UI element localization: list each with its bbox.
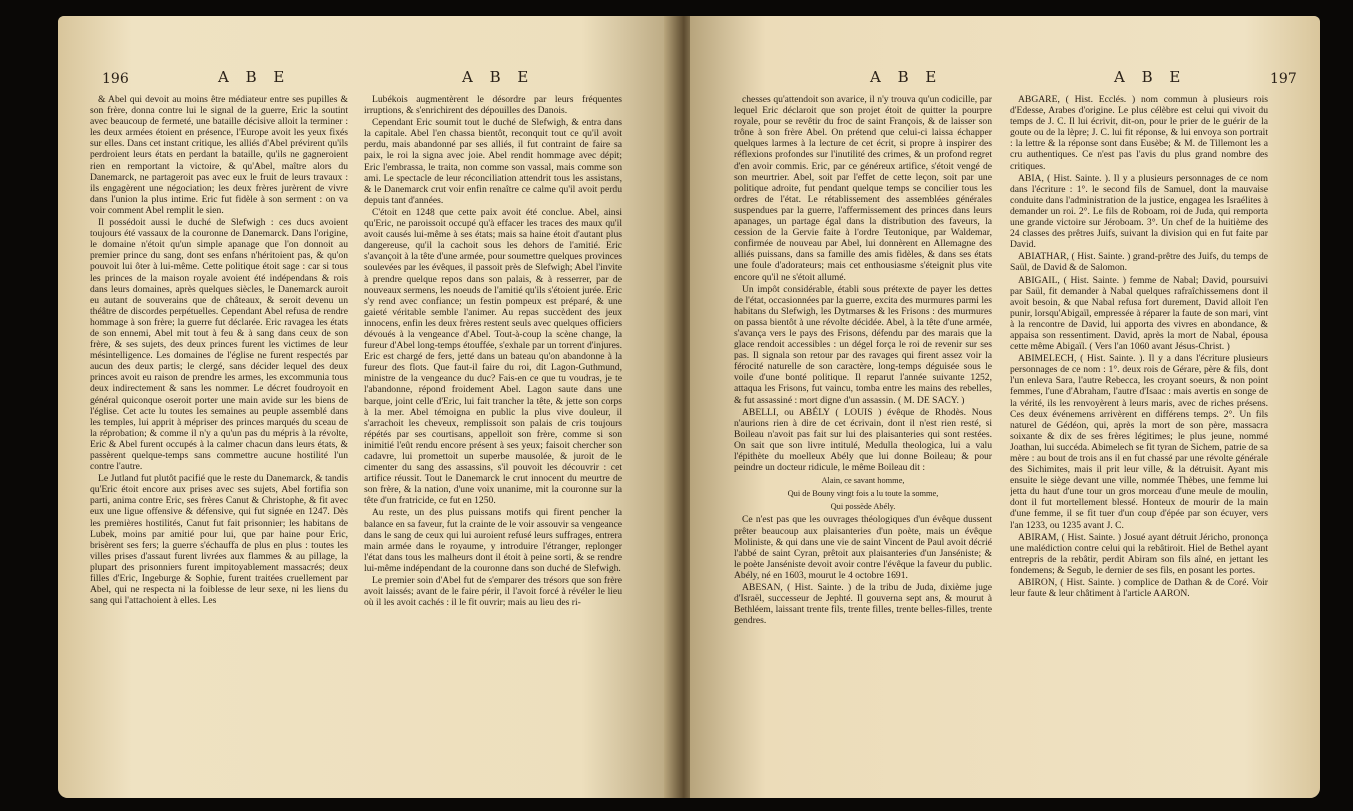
page-number-right: 197 [1270, 71, 1297, 87]
paragraph: ABESAN, ( Hist. Sainte. ) de la tribu de Juda, dixième juge d'Israël, successeur de Jephté. Il gouverna sept ans, & mourut à Bethléem, laissant trente fils, trente filles, trente belles-filles, trente gendres. [734, 582, 992, 627]
left-column-2 [364, 94, 622, 784]
paragraph: Le Jutland fut plutôt pacifié que le reste du Danemarck, & tandis qu'Eric étoit encore aux prises avec ses sujets, Abel fortifia son parti, anima contre Eric, ses frères Canut & Christophe, & fit avec eux une ligue offensive & défensive, qui fut signée en 1247. Dès les premières hostilités, Canut fut fait prisonnier; les habitans de Lubek, moins par amitié pour lui, que par haine pour Eric, brisèrent ses fers; la guerre s'échauffa de plus en plus : toutes les villes prises d'assaut furent livrées aux flammes & au pillage, la plupart des prisonniers furent impitoyablement massacrés; deux filles d'Eric, Ingeburge & Sophie, furent traitées cruellement par Abel, qui ne respecta ni la foiblesse de leur sexe, ni les liens du sang qui l'attachoient à elles. Les [90, 473, 348, 607]
left-page [58, 16, 674, 798]
paragraph: Un impôt considérable, établi sous prétexte de payer les dettes de l'état, occasionnées par la guerre, excita des murmures parmi les habitans du Slefwigh, les Dytmarses & les Frisons : des murmures on passa bientôt à une révolte décidée. Abel, à la tête d'une armée, s'avança vers le pays des Frisons, défendu par des marais que la glace rendoit accessibles : un dégel força le roi de revenir sur ses pas. Il signala son retour par des ravages qui firent assez voir la férocité naturelle de son caractère, long-temps déguisée sous le voile d'une bonté politique. Il reparut l'année suivante 1252, attaqua les Frisons, fut vaincu, tomba entre les mains des rebelles, & fut assassiné : mort digne d'un assassin. ( M. DE SACY. ) [734, 283, 992, 406]
verse-line: Alain, ce savant homme, [821, 476, 905, 486]
running-head-left-b: A B E [462, 68, 535, 86]
paragraph: ABIGAIL, ( Hist. Sainte. ) femme de Nabal; David, poursuivi par Saül, fit demander à Nabal quelques rafraîchissemens dont il avoit besoin, & que Nabal refusa fort durement, David alloit l'en punir, lorsqu'Abigaïl, empressée à réparer la faute de son mari, vint à la rencontre de David, lui apporta des vivres en abondance, & appaisa son ressentiment. David, après la mort de Nabal, épousa cette même Abigaïl. ( Vers l'an 1060 avant Jésus-Christ. ) [1010, 274, 1268, 353]
running-head-left-a: A B E [218, 68, 291, 86]
paragraph: ABIA, ( Hist. Sainte. ). Il y a plusieurs personnages de ce nom dans l'écriture : 1°. le second fils de Samuel, dont la mauvaise conduite dans l'administration de la justice, engagea les Israélites à demander un roi. 2°. Le fils de Roboam, roi de Juda, qui remporta une grande victoire sur Jéroboam. 3°. Un chef de la huitième des 24 classes des prêtres Juifs, suivant la division qui en fut faite par David. [1010, 172, 1268, 251]
paragraph: C'étoit en 1248 que cette paix avoit été conclue. Abel, ainsi qu'Eric, ne paroissoit occupé qu'à effacer les traces des maux qu'il avoit causés lui-même à ses états; mais sa haine étoit d'autant plus dangereuse, qu'il la cachoit sous les dehors de l'amitié. Eric s'avançoit à la tête d'une armée, pour soumettre quelques provinces soulevées par les évêques, il passoit près de Slefwigh; Abel l'invite à prendre quelque repos dans son palais, & à resserrer, par de nouveaux sermens, les noeuds de l'amitié qu'ils s'étoient jurée. Eric s'y rend avec confiance; un festin pompeux est préparé, & une gaieté véritable semble l'animer. Au repas succèdent des jeux innocens, enfin les deux frères restent seuls avec quelques officiers dévoués à la vengeance d'Abel. Tout-à-coup la scène change, la fureur d'Abel long-temps étouffée, s'exhale par un torrent d'injures. Eric est chargé de fers, jetté dans un bateau qu'on abandonne à la fureur des flots. Que faut-il faire du roi, dit Lagon-Guthmund, ministre de la vengeance du duc? Fais-en ce que tu voudras, je te l'abandonne, répond froidement Abel. Lagon saute dans une barque, joint celle d'Eric, lui fait trancher la tête, & jette son corps à la mer. Abel témoigna en public la plus vive douleur, il s'arrachoit les cheveux, remplissoit son palais de cris toujours répétés par ses courtisans, appelloit son frère, comme si son inimitié l'eût rendu encore présent à ses yeux; faisoit chercher son cadavre, lui promettoit un superbe mausolée, & juroit de le cimenter du sang des assassins, s'il pouvoit les découvrir : cet artifice réussit. Tout le Danemarck le crut innocent du meurtre de son frère, & la nation, d'une voix unanime, mit la couronne sur la tête d'un fratricide, ce fut en 1250. [364, 206, 622, 507]
paragraph: Ce n'est pas que les ouvrages théologiques d'un évêque dussent prêter beaucoup aux plaisanteries d'un poète, mais un évêque Moliniste, & qui dans une vie de saint Vincent de Paul avoit décrié l'abbé de saint Cyran, prêtoit aux plaisanteries d'un Janséniste; & le poète Janséniste devoit avoir contre l'évêque la faveur du public. Abély, né en 1603, mourut le 4 octobre 1691. [734, 514, 992, 581]
paragraph: & Abel qui devoit au moins être médiateur entre ses pupilles & son frère, donna contre lui le signal de la guerre, Eric la soutint avec beaucoup de fermeté, une bataille décisive alloit la terminer : les deux armées étoient en présence, l'Europe avoit les yeux fixés sur elles. Dans cet instant critique, les alliés d'Abel prévirent qu'ils perdroient leurs états en perdant la bataille, qu'ils ne gagneroient rien en remportant la victoire, & qu'Abel, maître alors du Danemarck, ne partageroit pas avec eux le fruit de leurs travaux : ils engagèrent une négociation; les deux frères jurèrent de vivre dans l'union la plus intime. Eric fut fidèle à son serment : on va voir comment Abel remplit le sien. [90, 94, 348, 216]
right-column-1 [734, 94, 992, 784]
paragraph: ABGARE, ( Hist. Ecclés. ) nom commun à plusieurs rois d'Edesse, Arabes d'origine. Le plus célèbre est celui qui vivoit du temps de J. C. Il lui écrivit, dit-on, pour le prier de le guérir de la goute ou de la lèpre; J. C. lui fit réponse, & lui envoya son portrait : la lettre & la réponse sont dans Eusèbe; & M. de Tillemont les a cru authentiques. Ce n'est pas l'avis du plus grand nombre des critiques. [1010, 94, 1268, 172]
paragraph: Lubékois augmentèrent le désordre par leurs fréquentes irruptions, & s'enrichirent des dépouilles des Danois. [364, 94, 622, 117]
verse-line: Qui de Bouny vingt fois a lu toute la somme, [787, 489, 939, 499]
paragraph: Le premier soin d'Abel fut de s'emparer des trésors que son frère avoit laissés; avant de le faire périr, il l'avoit forcé à révéler le lieu où il les avoit cachés : il le fit ouvrir; mais au lieu des ri- [364, 575, 622, 609]
paragraph: ABIATHAR, ( Hist. Sainte. ) grand-prêtre des Juifs, du temps de Saül, de David & de Salomon. [1010, 251, 1268, 274]
paragraph: ABIRAM, ( Hist. Sainte. ) Josué ayant détruit Jéricho, prononça une malédiction contre celui qui la rebâtiroit. Hiel de Bethel ayant entrepris de la rebâtir, perdit Abiram son fils aîné, en jettant les fondemens; & Segub, le dernier de ses fils, en posant les portes. [1010, 531, 1268, 576]
paragraph: Au reste, un des plus puissans motifs qui firent pencher la balance en sa faveur, fut la crainte de le voir assouvir sa vengeance dans le sang de ceux qui lui auroient refusé leurs suffrages, entrera main armée dans le royaume, y introduire l'étranger, replonger l'état dans tous les malheurs dont il étoit à peine sorti, & se rendre lui-même indépendant de la couronne dans son duché de Slefwigh. [364, 507, 622, 574]
paragraph: Cependant Eric soumit tout le duché de Slefwigh, & entra dans la capitale. Abel l'en chassa bientôt, reconquit tout ce qu'il avoit perdu, mais abandonné par ses alliés, il fut contraint de faire sa paix, le roi la signa avec joie. Abel rendit hommage avec dépit; Eric l'embrassa, le traita, non comme son vassal, mais comme son ami. Le spectacle de leur réconciliation attendrit tous les assistans, & le Danemarck crut voir enfin renaître ce calme qu'il avoit perdu depuis tant d'années. [364, 117, 622, 206]
page-number-left: 196 [102, 71, 129, 87]
right-page [690, 16, 1320, 798]
paragraph: Il possédoit aussi le duché de Slefwigh : ces ducs avoient toujours été vassaux de la couronne de Danemarck. Dans l'origine, le domaine n'étoit qu'un simple apanage que l'on donnoit au premier prince du sang, dont ses enfans n'héritoient pas, & qu'on pouvoit lui ôter à lui-même. Cette politique étoit sage : car si tous les princes de la maison royale avoient été indépendans & rois dans leurs domaines, après quelques siècles, le Danemarck auroit eu autant de souverains que de châteaux, & seroit devenu un théâtre de discordes perpétuelles. Cependant Abel refusa de rendre hommage à son frère; la guerre fut déclarée. Eric ravagea les états de son ennemi, Abel mit tout à feu & à sang dans ceux de son frère, & ses sujets, des deux princes furent les victimes de leur mésintelligence. Les domaines de l'église ne furent respectés par aucun des deux partis; le clergé, sans décider lequel des deux princes avoit eu raison de prendre les armes, les excommunia tous deux indirectement & sans les nommer. Le décret foudroyoit en général quiconque oseroit porter une main avide sur les biens de l'église. Cet acte lu toutes les semaines au peuple assemblé dans les temples, lui apprit à mépriser des princes marqués du sceau de la réprobation; & comme il n'y a qu'un pas du mépris à la révolte, Eric & Abel furent occupés à la calmer chacun dans leurs états, & passèrent quelque-temps sans commettre aucune hostilité l'un contre l'autre. [90, 217, 348, 473]
right-column-2 [1010, 94, 1268, 784]
left-column-1 [90, 94, 348, 784]
verse-line: Qui possède Abély. [830, 502, 896, 512]
paragraph: ABIMELECH, ( Hist. Sainte. ). Il y a dans l'écriture plusieurs personnages de ce nom : 1°. deux rois de Gérare, père & fils, dont l'un enleva Sara, l'autre Rebecca, les croyant soeurs, & non point femmes, l'une d'Abraham, l'autre d'Isaac : mais avertis en songe de la vérité, ils les renvoyèrent à leurs maris, avec de riches présens. Ces deux événemens arrivèrent en différens temps. 2°. Un fils naturel de Gédéon, qui, après la mort de son père, massacra soixante & dix de ses frères légitimes; le plus jeune, nommé Joathan, lui succéda. Abimelech se fit tyran de Sichem, patrie de sa mère : au bout de trois ans il en fut chassé par une révolte générale des Sichimites, mais il prit leur ville, & la détruisit. Ayant mis ensuite le siège devant une ville, nommée Thèbes, une femme lui jetta du haut d'une tour un gros morceau d'une meule de moulin, dont il fut mortellement blessé. Honteux de mourir de la main d'une femme, il se fit tuer d'un coup d'épée par son écuyer, vers l'an 1233, ou 1235 avant J. C. [1010, 353, 1268, 531]
paragraph: chesses qu'attendoit son avarice, il n'y trouva qu'un codicille, par lequel Eric déclaroit que son projet étoit de quitter la pourpre royale, pour se revêtir du froc de saint François, & de laisser son trône à son frère Abel. On prétend que celui-ci laissa échapper quelques larmes à la lecture de cet écrit, si propre à inspirer des réflexions profondes sur l'inutilité des crimes, & un profond regret d'en avoir commis. Eric, par ce généreux artifice, s'étoit vengé de son meurtrier. Abel, soit par l'effet de cette leçon, soit par une politique adroite, fut pendant quelque temps se concilier tous les ordres de l'état. Le rétablissement des assemblées générales suspendues par la guerre, l'affermissement des princes dans leurs apanages, un partage égal dans la distribution des faveurs, la cession de la Gervie faite à l'ordre Teutonique, par Waldemar, confirmée de nouveau par Abel, lui donnèrent en Allemagne des alliés puissans, dans sa famille des amis fidèles, & dans ses états une foule d'adorateurs; mais cet enthousiasme s'éteignit plus vite encore qu'il ne s'étoit allumé. [734, 94, 992, 283]
paragraph: ABELLI, ou ABÉLY ( LOUIS ) évêque de Rhodès. Nous n'aurions rien à dire de cet écrivain, dont il n'est rien resté, si Boileau n'avoit pas fait sur lui des plaisanteries qui sont restées. On sait que son livre intitulé, Medulla theologica, lui a valu l'épithète du moelleux Abély que lui donne Boileau; & pour peindre un docteur ridicule, le même Boileau dit : [734, 406, 992, 474]
open-book [58, 16, 1320, 798]
running-head-right-b: A B E [1114, 68, 1187, 86]
paragraph: ABIRON, ( Hist. Sainte. ) complice de Dathan & de Coré. Voir leur faute & leur châtiment à l'article AARON. [1010, 577, 1268, 600]
running-head-right-a: A B E [870, 68, 943, 86]
